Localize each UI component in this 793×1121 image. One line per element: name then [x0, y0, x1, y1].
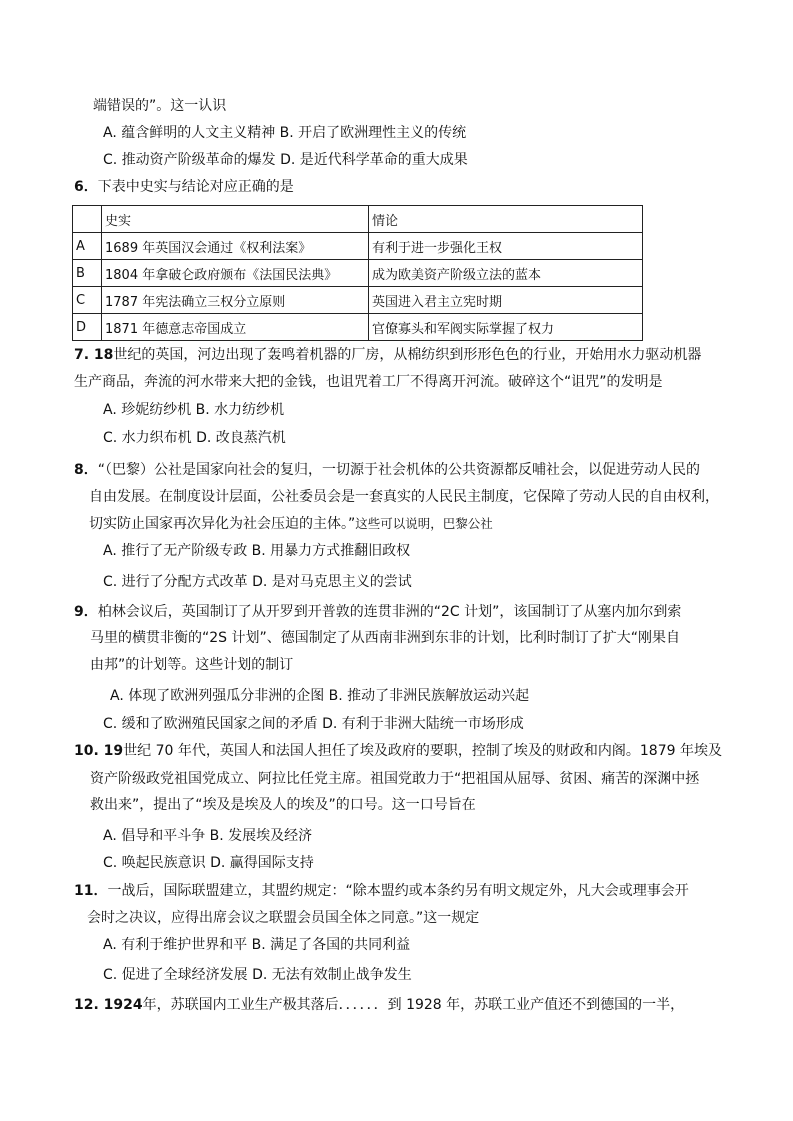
- table-header-cell: [73, 206, 102, 233]
- table-cell-conclusion: 官僚寡头和军阀实际掌握了权力: [369, 314, 643, 341]
- table-cell-label: B: [73, 260, 102, 287]
- q5-options-ab: A. 蕴含鲜明的人文主义精神 B. 开启了欧洲理性主义的传统: [103, 125, 467, 141]
- q9-line-1: [74, 603, 681, 621]
- q10-number: 10. 19: [74, 743, 124, 759]
- q7-line-1: [74, 346, 701, 364]
- q10-options-ab: A. 倡导和平斗争 B. 发展埃及经济: [103, 828, 313, 844]
- table-cell-label: C: [73, 287, 102, 314]
- q9-line-2: 马里的横贯非衡的“2S 计划”、德国制定了从西南非洲到东非的计划，比利时制订了扩大“刚果自: [90, 630, 681, 646]
- table-cell-conclusion: 英国进入君主立宪时期: [369, 287, 643, 314]
- q11-line-2: 会时之决议，应得出席会议之联盟会员国全体之同意。”这一规定: [87, 910, 480, 926]
- q12-line-1: [74, 996, 684, 1014]
- q8-text: “（巴黎）公社是国家向社会的复归，一切源于社会机体的公共资源都反哺社会，以促进劳动人民的: [97, 462, 701, 478]
- q10-line-1: [74, 742, 722, 760]
- q9-line-3: 由邦”的计划等。这些计划的制订: [90, 657, 294, 673]
- table-cell-fact: 1689 年英国汉会通过《权利法案》: [102, 233, 369, 260]
- table-cell-conclusion: 成为欧美资产阶级立法的蓝本: [369, 260, 643, 287]
- q9-options-cd: C. 缓和了欧洲殖民国家之间的矛盾 D. 有利于非洲大陆统一市场形成: [103, 716, 524, 732]
- q8-line-2: 自由发展。在制度设计层面，公社委员会是一套真实的人民民主制度，它保障了劳动人民的自由权利，: [89, 489, 719, 505]
- table-header-cell: 情论: [369, 206, 643, 233]
- q8-line-1: [74, 461, 700, 479]
- table-row: [73, 314, 643, 341]
- q6-table: [72, 205, 643, 341]
- q6-text: 下表中史实与结论对应正确的是: [97, 179, 294, 195]
- q8-options-ab: A. 推行了无产阶级专政 B. 用暴力方式推翻旧政权: [103, 543, 411, 559]
- q11-number: 11．: [74, 883, 108, 899]
- table-row: [73, 287, 643, 314]
- q10-line-3: 救出来”，提出了“埃及是埃及人的埃及”的口号。这一口号旨在: [90, 797, 476, 813]
- table-header-cell: 史实: [102, 206, 369, 233]
- q11-line-1: [74, 882, 689, 900]
- q8-question: 这些可以说明，巴黎公社: [355, 516, 493, 531]
- table-cell-label: A: [73, 233, 102, 260]
- q10-options-cd: C. 唤起民族意识 D. 赢得国际支持: [103, 855, 314, 871]
- q12-text: 年，苏联国内工业生产极其落后．．．．．．到 1928 年，苏联工业产值还不到德国的一半，: [142, 997, 685, 1013]
- q9-number: 9．: [74, 604, 98, 620]
- q11-options-cd: C. 促进了全球经济发展 D. 无法有效制止战争发生: [103, 967, 412, 983]
- q8-line-3: [89, 515, 493, 533]
- q8-number: 8．: [74, 462, 98, 478]
- q7-number: 7. 18: [74, 347, 114, 363]
- q10-line-2: 资产阶级政党祖国党成立、阿拉比任党主席。祖国党敢力于“把祖国从屈辱、贫困、痛苦的深渊中拯: [90, 771, 700, 787]
- q6-number: 6．: [74, 179, 98, 195]
- table-cell-label: D: [73, 314, 102, 341]
- q9-text: 柏林会议后，英国制订了从开罗到开普敦的连贯非洲的“2C 计划”，该国制订了从塞内加尔到索: [97, 604, 682, 620]
- q7-line-2: 生产商品，奔流的河水带来大把的金钱，也诅咒着工厂不得离开河流。破碎这个“诅咒”的发明是: [74, 374, 663, 390]
- q6-stem: [74, 178, 294, 196]
- table-row: [73, 260, 643, 287]
- table-row: [73, 233, 643, 260]
- table-cell-fact: 1804 年拿破仑政府颁布《法国民法典》: [102, 260, 369, 287]
- q10-text: 世纪 70 年代，英国人和法国人担任了埃及政府的要职，控制了埃及的财政和内阁。1879 年埃及: [123, 743, 722, 759]
- q9-options-ab: A. 体现了欧洲列强瓜分非洲的企图 B. 推动了非洲民族解放运动兴起: [110, 688, 530, 704]
- q7-options-ab: A. 珍妮纺纱机 B. 水力纺纱机: [103, 402, 285, 418]
- q12-number: 12. 1924: [74, 997, 143, 1013]
- q11-text: 一战后，国际联盟建立，其盟约规定：“除本盟约或本条约另有明文规定外，凡大会或理事会开: [107, 883, 689, 899]
- table-cell-fact: 1871 年德意志帝国成立: [102, 314, 369, 341]
- q5-options-cd: C. 推动资产阶级革命的爆发 D. 是近代科学革命的重大成果: [103, 152, 468, 168]
- q7-options-cd: C. 水力织布机 D. 改良蒸汽机: [103, 430, 286, 446]
- q7-text: 世纪的英国，河边出现了轰鸣着机器的厂房，从棉纺织到形形色色的行业，开始用水力驱动机器: [113, 347, 702, 363]
- q8-quote-end: 切实防止国家再次异化为社会压迫的主体。”: [89, 516, 356, 532]
- table-header-row: [73, 206, 643, 233]
- table-cell-fact: 1787 年宪法确立三权分立原则: [102, 287, 369, 314]
- q8-options-cd: C. 进行了分配方式改革 D. 是对马克思主义的尝试: [103, 574, 412, 590]
- line-q5-stem-end: 端错误的”。这一认识: [93, 98, 227, 114]
- q11-options-ab: A. 有利于维护世界和平 B. 满足了各国的共同利益: [103, 937, 411, 953]
- table-cell-conclusion: 有利于进一步强化王权: [369, 233, 643, 260]
